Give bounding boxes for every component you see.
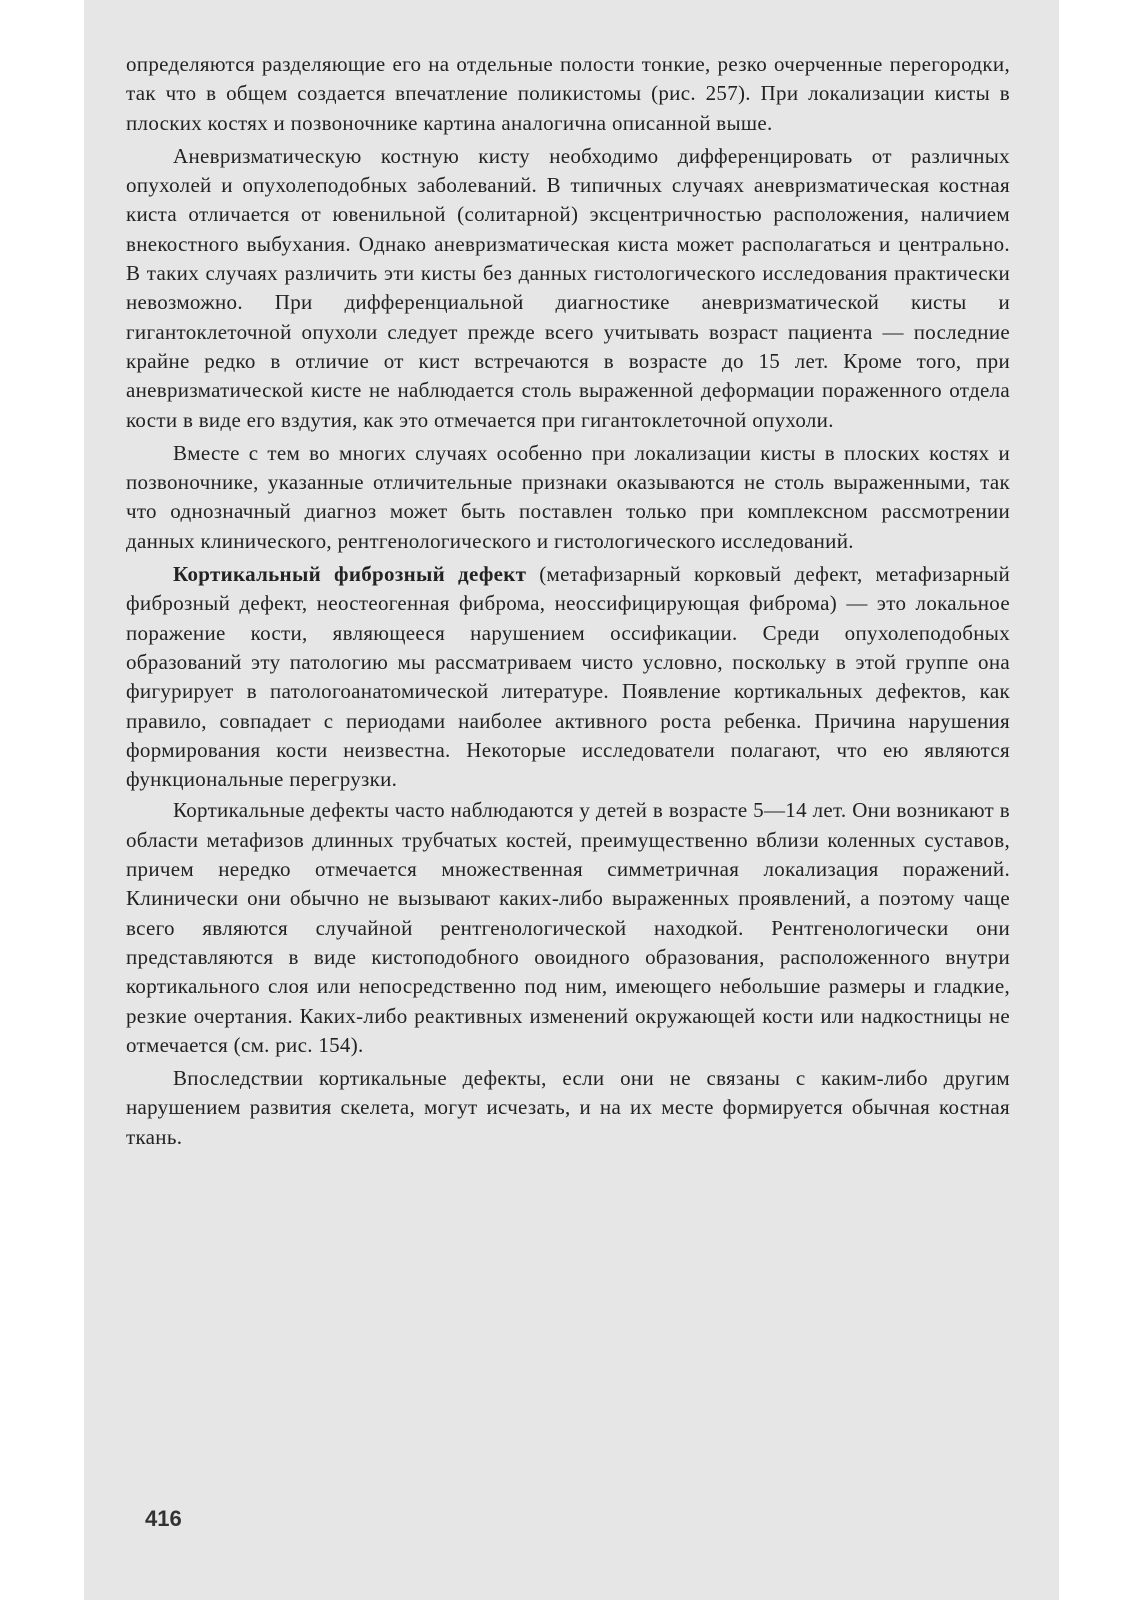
paragraph-2 [126, 142, 1010, 435]
paragraph-1 [126, 50, 1010, 138]
paragraph-4 [126, 560, 1010, 794]
paragraph-3-text: Вместе с тем во многих случаях особенно при локализации кисты в плоских костях и позвоночнике, указанные отличительные признаки оказываются не столь выраженными, так что однозначный диагноз может быть поставлен только при комплексном рассмотрении данных клинического, рентгенологического и гистологического исследований. [126, 440, 1010, 553]
paragraph-2-text: Аневризматическую костную кисту необходимо дифференцировать от различных опухолей и опухолеподобных заболеваний. В типичных случаях аневризматическая костная киста отличается от ювенильной (солитарной) эксцентричностью расположения, наличием внекостного выбухания. Однако аневризматическая киста может располагаться и центрально. В таких случаях различить эти кисты без данных гистологического исследования практически невозможно. При дифференциальной диагностике аневризматической кисты и гигантоклеточной опухоли следует прежде всего учитывать возраст пациента — последние крайне редко в отличие от кист встречаются в возрасте до 15 лет. Кроме того, при аневризматической кисте не наблюдается столь выраженной деформации пораженного отдела кости в виде его вздутия, как это отмечается при гигантоклеточной опухоли. [126, 143, 1010, 432]
paragraph-6-text: Впоследствии кортикальные дефекты, если они не связаны с каким-либо другим нарушением развития скелета, могут исчезать, и на их месте формируется обычная костная ткань. [126, 1066, 1010, 1149]
page-number: 416 [145, 1506, 182, 1531]
paragraph-3 [126, 439, 1010, 556]
paragraph-4-text: (метафизарный корковый дефект, метафизарный фиброзный дефект, неостеогенная фиброма, неоссифицирующая фиброма) — это локальное поражение кости, являющееся нарушением оссификации. Среди опухолеподобных образований эту патологию мы рассматриваем чисто условно, поскольку в этой группе она фигурирует в патологоанатомической литературе. Появление кортикальных дефектов, как правило, совпадает с периодами наиболее активного роста ребенка. Причина нарушения формирования кости неизвестна. Некоторые исследователи полагают, что ею являются функциональные перегрузки. [126, 562, 1010, 792]
body-text [126, 50, 1010, 1154]
term-heading: Кортикальный фиброзный дефект [173, 562, 527, 587]
paragraph-5-text: Кортикальные дефекты часто наблюдаются у детей в возрасте 5—14 лет. Они возникают в области метафизов длинных трубчатых костей, преимущественно вблизи коленных суставов, причем нередко отмечается множественная симметричная локализация поражений. Клинически они обычно не вызывают каких-либо выраженных проявлений, а поэтому чаще всего являются случайной рентгенологической находкой. Рентгенологически они представляются в виде кистоподобного овоидного образования, расположенного внутри кортикального слоя или непосредственно под ним, имеющего небольшие размеры и гладкие, резкие очертания. Каких-либо реактивных изменений окружающей кости или надкостницы не отмечается (см. рис. 154). [126, 798, 1010, 1057]
paragraph-5 [126, 796, 1010, 1060]
paragraph-6 [126, 1064, 1010, 1152]
paragraph-1-text: определяются разделяющие его на отдельные полости тонкие, резко очерченные перегородки, так что в общем создается впечатление поликистомы (рис. 257). При локализации кисты в плоских костях и позвоночнике картина аналогична описанной выше. [126, 52, 1010, 135]
